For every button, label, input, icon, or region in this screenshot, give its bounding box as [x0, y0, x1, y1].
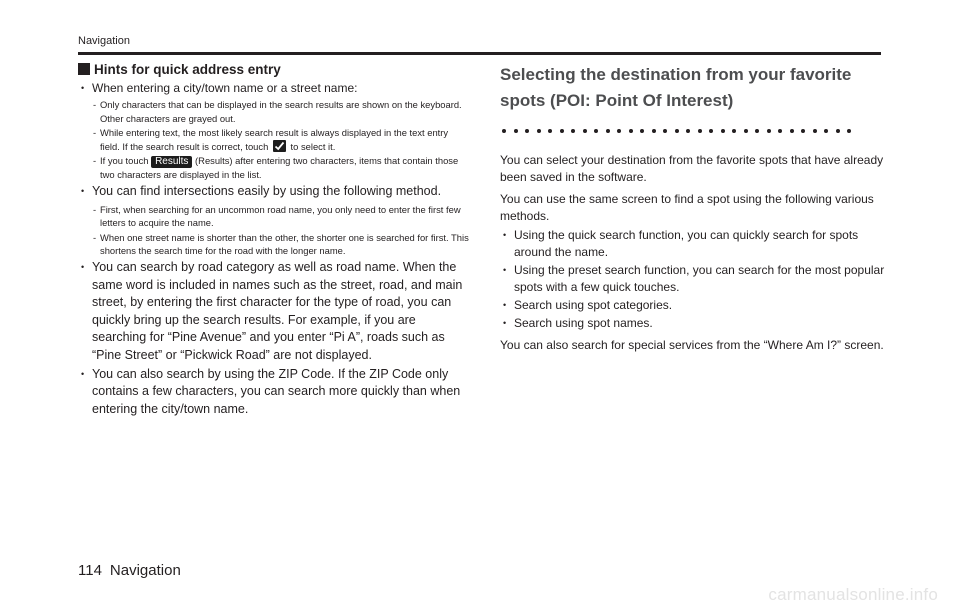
- hints-list: [78, 80, 470, 418]
- watermark: carmanualsonline.info: [768, 585, 938, 604]
- title-rule-dot: [514, 129, 518, 133]
- hint-subitem: - While entering text, the most likely search result is always displayed in the text entry field. If the search result is correct, touch to select it.: [92, 126, 470, 153]
- title-rule-dot: [698, 129, 702, 133]
- title-rule-dot: [548, 129, 552, 133]
- title-dot-rule: [502, 120, 888, 138]
- left-column: [78, 62, 470, 419]
- title-rule-dot: [836, 129, 840, 133]
- title-rule-dot: [732, 129, 736, 133]
- hint-subitem: - If you touch Results (Results) after entering two characters, items that contain those two characters are displayed in the list.: [92, 154, 470, 182]
- square-bullet-icon: [78, 63, 90, 75]
- title-rule-dot: [640, 129, 644, 133]
- methods-paragraph: You can use the same screen to find a spot using the following various methods.: [500, 192, 874, 223]
- hint-subitem: - First, when searching for an uncommon road name, you only need to enter the first few letters to acquire the name.: [92, 203, 470, 230]
- page-number: 114: [78, 562, 102, 579]
- hint-item-zip-code: • You can also search by using the ZIP Code. If the ZIP Code only contains a few characters, you can search more quickly than when entering the city/town name.: [78, 366, 470, 419]
- title-rule-dot: [801, 129, 805, 133]
- method-item: • Search using spot categories.: [500, 297, 888, 314]
- hint-sublist: [92, 203, 470, 258]
- hint-subitem: - When one street name is shorter than the other, the shorter one is searched for first. This shortens the search time for the road with the longer name.: [92, 231, 470, 258]
- footer-section-label: Navigation: [109, 562, 181, 579]
- title-rule-dot: [594, 129, 598, 133]
- hint-item-road-category: • You can search by road category as well as road name. When the same word is included in names such as the street, road, and main street, by entering the first character for the type of road, you can quickly bring up the search results. For example, if you are searching for “Pine Avenue” and you enter “Pi A”, roads such as “Pine Street” or “Pickwick Road” are not displayed.: [78, 259, 470, 365]
- intro-paragraph: You can select your destination from the favorite spots that have already been saved in the software.: [500, 153, 884, 184]
- title-rule-dot: [686, 129, 690, 133]
- right-column: [500, 62, 888, 359]
- title-rule-dot: [755, 129, 759, 133]
- title-rule-dot: [790, 129, 794, 133]
- title-rule-dot: [824, 129, 828, 133]
- title-rule-dot: [583, 129, 587, 133]
- title-rule-dot: [721, 129, 725, 133]
- section-title: Selecting the destination from your favorite spots (POI: Point Of Interest): [500, 65, 852, 110]
- title-rule-dot: [571, 129, 575, 133]
- title-rule-dot: [502, 129, 506, 133]
- title-rule-dot: [813, 129, 817, 133]
- method-item: • Using the preset search function, you can search for the most popular spots with a few quick touches.: [500, 262, 888, 296]
- hint-subitem: - Only characters that can be displayed in the search results are shown on the keyboard. Other characters are grayed out.: [92, 98, 470, 125]
- title-rule-dot: [847, 129, 851, 133]
- title-rule-dot: [617, 129, 621, 133]
- header-section-label: Navigation: [78, 35, 130, 47]
- title-rule-dot: [744, 129, 748, 133]
- title-rule-dot: [560, 129, 564, 133]
- title-rule-dot: [767, 129, 771, 133]
- title-rule-dot: [675, 129, 679, 133]
- hint-item-intersections: • You can find intersections easily by using the following method. - First, when searching for an uncommon road name, you only need to enter the first few letters to acquire the name. - When one street name is shorter than the other, the shorter one is searched for first. This shortens the search time for the road with the longer name.: [78, 183, 470, 258]
- title-rule-dot: [652, 129, 656, 133]
- title-rule-dot: [537, 129, 541, 133]
- hint-sublist: [92, 98, 470, 182]
- page-footer: [78, 562, 181, 579]
- title-rule-dot: [663, 129, 667, 133]
- title-rule-dot: [709, 129, 713, 133]
- title-rule-dot: [606, 129, 610, 133]
- title-rule-dot: [525, 129, 529, 133]
- results-button: Results: [151, 156, 192, 168]
- title-rule-dot: [778, 129, 782, 133]
- services-paragraph: You can also search for special services from the “Where Am I?” screen.: [500, 338, 884, 352]
- method-item: • Using the quick search function, you can quickly search for spots around the name.: [500, 227, 888, 261]
- checkmark-icon: [273, 140, 286, 152]
- hint-item-city-street: • When entering a city/town name or a street name: - Only characters that can be displayed in the search results are shown on the keyboard. Other characters are grayed out. - While entering text, the most likely search result is always displayed in the text entry field. If the search result is correct, touch to select it. - If you touch Results (Results) after entering two characters, items that contain those two characters are displayed in the list.: [78, 80, 470, 182]
- methods-list: [500, 227, 888, 332]
- hints-heading: Hints for quick address entry: [78, 62, 470, 77]
- title-rule-dot: [629, 129, 633, 133]
- header-rule: [78, 52, 881, 55]
- method-item: • Search using spot names.: [500, 315, 888, 332]
